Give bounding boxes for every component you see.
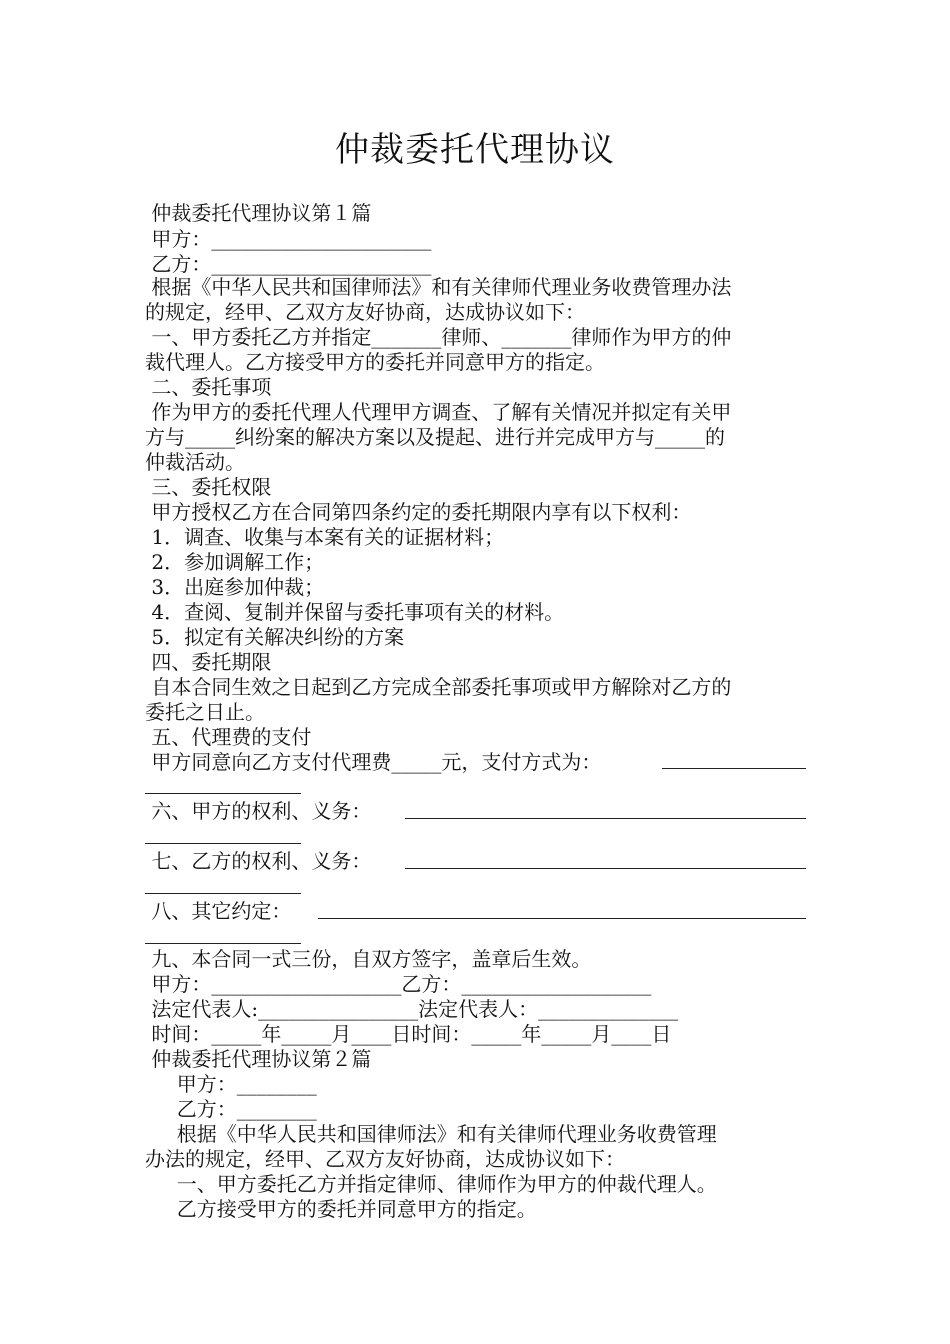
document-title: 仲裁委托代理协议	[335, 130, 615, 170]
paragraph-line: 根据《中华人民共和国律师法》和有关律师代理业务收费管理办法	[145, 275, 732, 299]
clause-7-line: 七、乙方的权利、义务：	[145, 849, 372, 873]
paragraph-line: 自本合同生效之日起到乙方完成全部委托事项或甲方解除对乙方的	[145, 675, 732, 699]
paragraph-line: 委托之日止。	[145, 700, 265, 724]
paragraph-line: 方与_____纠纷案的解决方案以及提起、进行并完成甲方与_____的	[145, 425, 725, 449]
section-heading-part1: 仲裁委托代理协议第１篇	[145, 201, 372, 225]
clause-heading: 二、委托事项	[145, 375, 272, 399]
blank-rule	[145, 793, 301, 794]
clause-9-line: 九、本合同一式三份，自双方签字，盖章后生效。	[145, 947, 592, 971]
paragraph-line: 的规定，经甲、乙双方友好协商，达成协议如下：	[145, 300, 585, 324]
blank-rule	[145, 893, 301, 894]
blank-rule	[662, 768, 806, 769]
blank-rule	[145, 943, 301, 944]
clause-heading: 三、委托权限	[145, 475, 272, 499]
payment-line: 甲方同意向乙方支付代理费_____元，支付方式为：	[145, 750, 602, 774]
list-item: 2．参加调解工作；	[145, 550, 325, 574]
party-a-line: 甲方：________	[145, 1072, 317, 1096]
list-item: 5．拟定有关解决纠纷的方案	[145, 625, 405, 649]
paragraph-line: 办法的规定，经甲、乙双方友好协商，达成协议如下：	[145, 1147, 625, 1171]
section-heading-part2: 仲裁委托代理协议第２篇	[145, 1047, 372, 1071]
clause-1-line: 裁代理人。乙方接受甲方的委托并同意甲方的指定。	[145, 350, 605, 374]
clause-heading: 五、代理费的支付	[145, 725, 312, 749]
signature-party-line: 甲方：___________________乙方：___________________	[145, 972, 652, 996]
paragraph-line: 作为甲方的委托代理人代理甲方调查、了解有关情况并拟定有关甲	[145, 400, 732, 424]
signature-representative-line: 法定代表人:________________法定代表人：______________	[145, 997, 679, 1021]
clause-8-line: 八、其它约定：	[145, 899, 292, 923]
party-a-line: 甲方：______________________	[145, 227, 432, 251]
clause-6-line: 六、甲方的权利、义务：	[145, 799, 372, 823]
list-item: 4．查阅、复制并保留与委托事项有关的材料。	[145, 600, 565, 624]
paragraph-line: 甲方授权乙方在合同第四条约定的委托期限内享有以下权利：	[145, 500, 692, 524]
blank-rule	[405, 868, 806, 869]
list-item: 1．调查、收集与本案有关的证据材料；	[145, 525, 505, 549]
paragraph-line: 根据《中华人民共和国律师法》和有关律师代理业务收费管理	[145, 1122, 717, 1146]
list-item: 3．出庭参加仲裁；	[145, 575, 325, 599]
clause-1-line: 一、甲方委托乙方并指定律师、律师作为甲方的仲裁代理人。	[145, 1172, 717, 1196]
party-b-line: 乙方：________	[145, 1097, 317, 1121]
signature-date-line: 时间：_____年_____月____日时间：_____年_____月____日	[145, 1022, 672, 1046]
blank-rule	[318, 918, 806, 919]
party-b-line: 乙方：______________________	[145, 252, 432, 276]
clause-heading: 四、委托期限	[145, 650, 272, 674]
paragraph-line: 仲裁活动。	[145, 450, 245, 474]
blank-rule	[145, 843, 301, 844]
clause-1-line: 一、甲方委托乙方并指定_______律师、_______律师作为甲方的仲	[145, 325, 732, 349]
blank-rule	[405, 818, 806, 819]
clause-1-line: 乙方接受甲方的委托并同意甲方的指定。	[145, 1197, 537, 1221]
